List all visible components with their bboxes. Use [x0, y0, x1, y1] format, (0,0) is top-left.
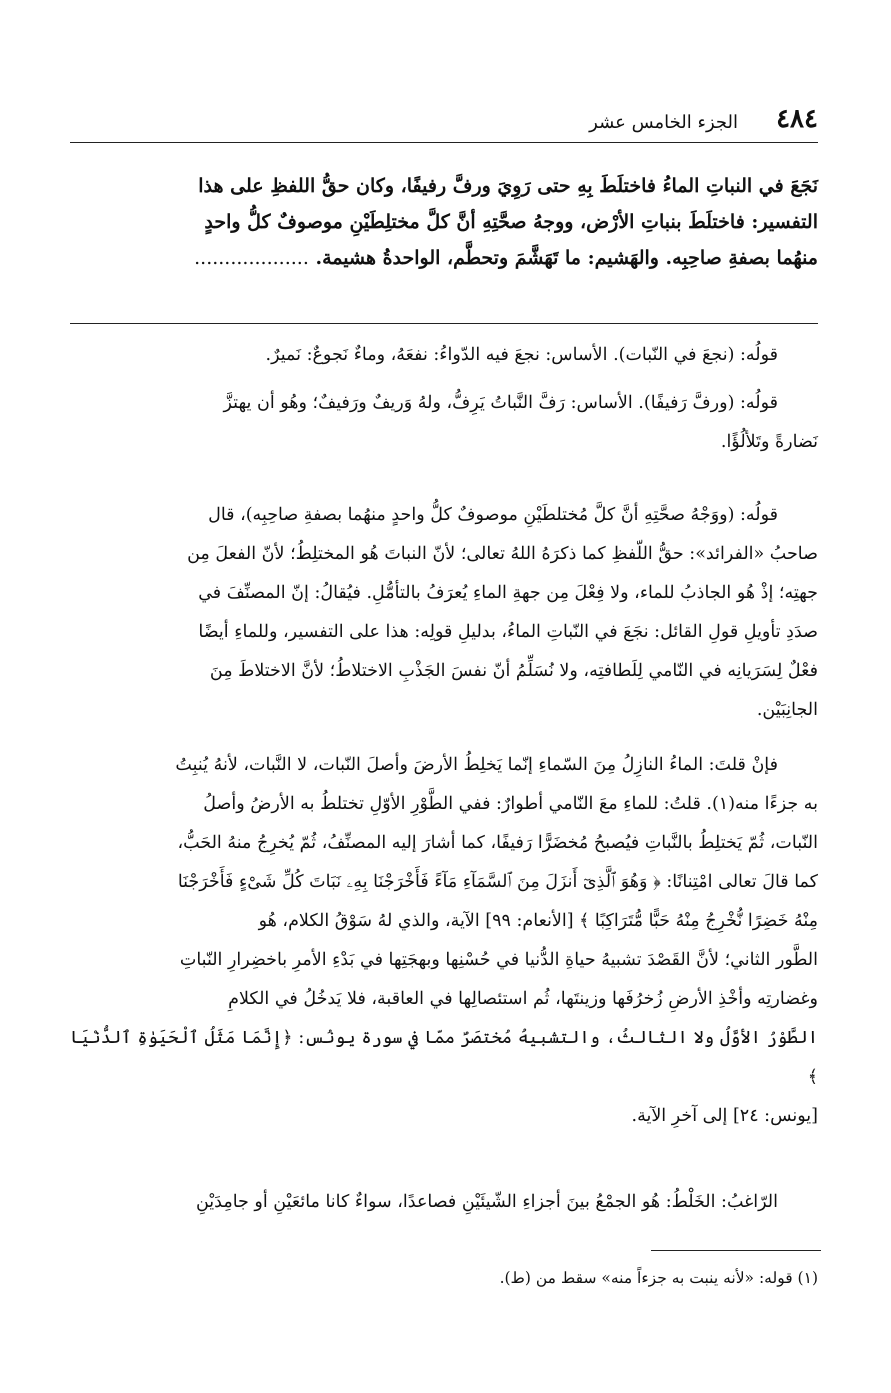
commentary-line: قولُه: (نجعَ في النّبات). الأساس: نجعَ فيه الدّواءُ: نفعَهُ، وماءٌ نَجوعٌ: نَميرٌ.	[265, 345, 778, 365]
commentary-paragraph	[70, 336, 818, 375]
commentary-line: الطَّور الثاني؛ لأنَّ القَصْدَ تشبيهُ حياةِ الدُّنيا في حُسْنِها وبهجَتِها في بَدْءِ الأمرِ باخضِرارِ النّباتِ	[179, 950, 818, 970]
main-text-line: نَجَعَ في النباتِ الماءُ فاختلَطَ بِهِ حتى رَوِيَ ورفَّ رفيفًا، وكان حقُّ اللفظِ على هذا	[198, 175, 818, 197]
commentary-line: الطَّوْرُ الأوَّلُ ولا الثالثُ، والتشبيهُ مُختصَرٌ ممّا في سورة يونُس: ﴿إِنَّمَا مَثَلُ ٱلْحَيَوٰةِ ٱلدُّنْيَا ﴾	[70, 1028, 818, 1087]
commentary-paragraph	[70, 746, 818, 1136]
commentary-paragraph	[70, 496, 818, 730]
commentary-line: النّبات، ثُمّ يَختلِطُ بالنَّباتِ فيُصبحُ مُخضَرًّا رَفيفًا، كما أشارَ إليه المصنِّفُ، ثُمّ يُخرِجُ منهُ الحَبُّ،	[177, 833, 818, 853]
section-divider	[70, 323, 818, 324]
commentary-line: به جزءًا منه(١). قلتُ: للماءِ معَ النّامي أطوارٌ: ففي الطَّوْرِ الأوّلِ تختلطُ به الأرضُ وأصلُ	[203, 794, 818, 814]
commentary-paragraph	[70, 1183, 818, 1222]
ellipsis-dots: ...................	[194, 247, 309, 269]
main-text-line	[70, 240, 818, 276]
commentary-line: الرّاغبُ: الخَلْطُ: هُو الجمْعُ بينَ أجزاءِ الشّيئَيْنِ فصاعدًا، سواءٌ كانا مائعَيْنِ أو جامِدَيْنِ	[195, 1192, 778, 1212]
commentary-line: نَضارةً وتَلألُؤًا.	[720, 432, 818, 452]
page-number: ٤٨٤	[776, 104, 818, 134]
commentary-line: وغضارتِه وأخْذِ الأرضِ زُخرُفَها وزينتَها، ثُم استئصالِها في العاقبة، فلا يَدخُلُ في الكلامِ	[228, 989, 818, 1009]
commentary-paragraph	[70, 384, 818, 462]
commentary-line: الجانِبَيْن.	[756, 700, 818, 720]
running-head: الجزء الخامس عشر	[589, 112, 738, 133]
main-text-line: التفسير: فاختلَطَ بنباتِ الأرْض، ووجهُ صحَّتِهِ أنَّ كلَّ مختلِطَيْنِ موصوفٌ كلُّ واحدٍ	[204, 211, 818, 233]
commentary-line: [يونس: ٢٤] إلى آخرِ الآية.	[631, 1106, 818, 1126]
commentary-line: صاحبُ «الفرائد»: حقُّ اللّفظِ كما ذكرَهُ اللهُ تعالى؛ لأنّ النباتَ هُو المختلِطُ؛ لأنّ الفعلَ مِن	[187, 544, 818, 564]
footnote-divider	[651, 1250, 821, 1251]
main-text	[70, 168, 818, 276]
commentary-line: قولُه: (ورفَّ رَفيفًا). الأساس: رَفَّ النَّباتُ يَرِفُّ، ولهُ وَريفٌ ورَفيفٌ؛ وهُو أن يهتزَّ	[223, 393, 778, 413]
main-text-line-text: منهُما بصفةِ صاحِبِه. والهَشيم: ما تَهَشَّمَ وتحطَّم، الواحدةُ هشيمة.	[315, 247, 818, 269]
commentary-line: فإنْ قلتَ: الماءُ النازِلُ مِنَ السّماءِ إنّما يَخلِطُ الأرضَ وأصلَ النّبات، لا النَّبات، لأنهُ يُنبِتُ	[175, 755, 778, 775]
commentary-line: صدَدِ تأويلِ قولِ القائل: نجَعَ في النّباتِ الماءُ، بدليلِ قولِه: هذا على التفسير، وللماءِ أيضًا	[198, 622, 818, 642]
commentary-line: فعْلٌ لِسَرَيانِه في النّامي لِلَطافتِه، ولا نُسَلِّمُ أنّ نفسَ الجَذْبِ الاختلاطُ؛ لأنَّ الاختلاطَ مِنَ	[209, 661, 818, 681]
footnote	[70, 1264, 818, 1292]
commentary-line: كما قالَ تعالى امْتِنانًا: ﴿ وَهُوَ ٱلَّذِىٓ أَنزَلَ مِنَ ٱلسَّمَآءِ مَآءً فَأَخْرَجْنَا بِهِۦ نَبَاتَ كُلِّ شَىْءٍ فَأَخْرَجْنَا	[177, 872, 818, 892]
commentary-line: مِنْهُ خَضِرًا نُّخْرِجُ مِنْهُ حَبًّا مُّتَرَاكِبًا ﴾ [الأنعام: ٩٩] الآية، والذي لهُ سَوْقُ الكلام، هُو	[258, 911, 818, 931]
footnote-text: (١) قوله: «لأنه ينبت به جزءاً منه» سقط من (ط).	[499, 1269, 818, 1287]
page-header	[70, 104, 818, 143]
commentary-line: جهتِه؛ إذْ هُو الجاذبُ للماء، ولا فِعْلَ مِن جهةِ الماءِ يُعرَفُ بالتأمُّلِ. فيُقالُ: إنّ المصنِّفَ في	[198, 583, 818, 603]
commentary-line: قولُه: (ووَجْهُ صحَّتِهِ أنَّ كلَّ مُختلطَيْنِ موصوفٌ كلُّ واحدٍ منهُما بصفةِ صاحِبِه)، قال	[208, 505, 778, 525]
